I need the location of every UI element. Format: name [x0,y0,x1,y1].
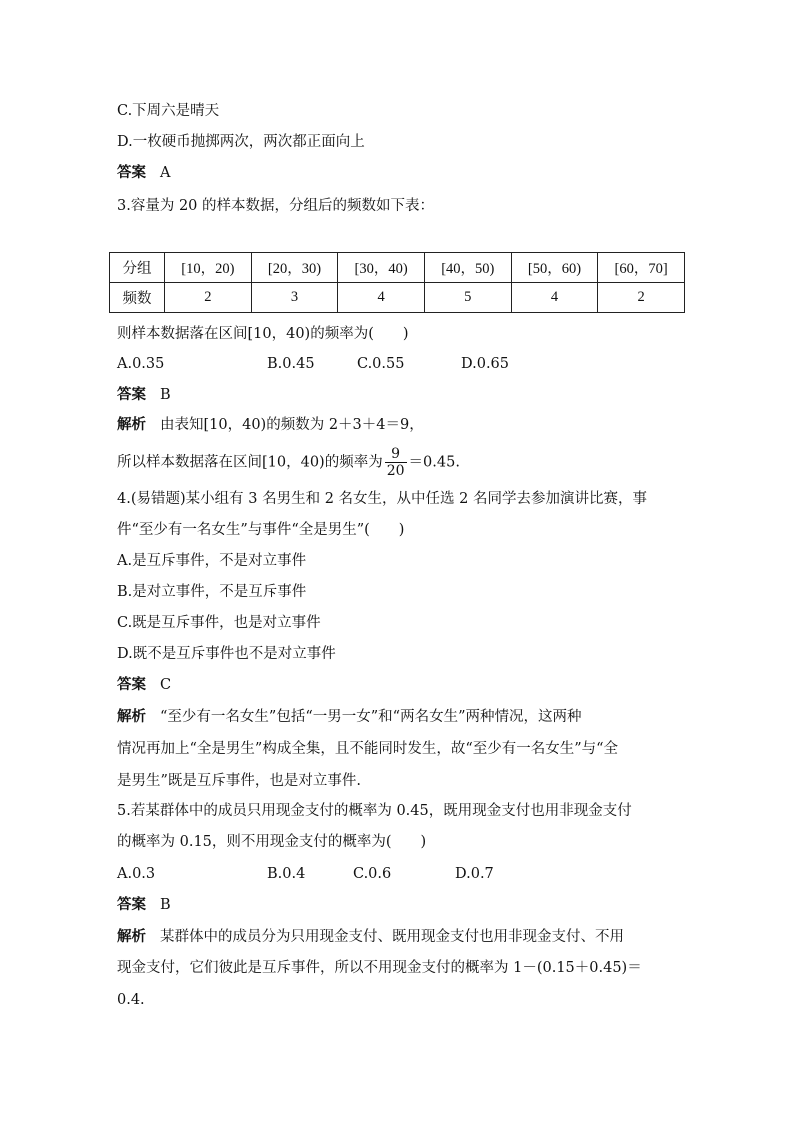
q4-option-a: A.是互斥事件，不是对立事件 [117,553,307,569]
table-cell: [40，50) [424,253,511,283]
q5-options [117,864,494,884]
table-cell: 5 [424,283,511,313]
option-b: B.0.45 [267,356,315,372]
answer-value: B [160,897,171,913]
q5-stem-line1: 5.若某群体中的成员只用现金支付的概率为 0.45，既用现金支付也用非现金支付 [117,803,632,819]
answer-value: B [160,387,171,403]
q3-analysis [117,415,424,435]
q5-analysis-line3: 0.4. [117,992,145,1008]
q4-stem-line2: 件“至少有一名女生”与事件“全是男生”( ) [117,522,405,538]
q4-option-d: D.既不是互斥事件也不是对立事件 [117,646,336,662]
table-cell: [30，40) [338,253,425,283]
q4-answer [117,675,171,695]
q3-answer [117,385,171,405]
q5-stem-line2: 的概率为 0.15，则不用现金支付的概率为( ) [117,834,427,850]
table-header-count: 频数 [110,283,165,313]
fraction-denominator: 20 [386,463,405,479]
table-cell: [50，60) [511,253,598,283]
table-cell: 2 [165,283,252,313]
answer-label: 答案 [117,386,146,403]
option-c: C.0.55 [357,356,405,372]
q3-stem: 3.容量为 20 的样本数据，分组后的频数如下表： [117,198,435,214]
table-cell: [20，30) [251,253,338,283]
table-cell: [60，70] [598,253,685,283]
analysis-text: 所以样本数据落在区间[10，40)的频率为 [117,454,383,471]
table-row [110,253,685,283]
analysis-label: 解析 [117,416,146,433]
fraction [385,446,407,479]
answer-value: A [160,165,171,181]
q5-analysis-line2: 现金支付，它们彼此是互斥事件，所以不用现金支付的概率为 1－(0.15＋0.45)＝ [117,960,642,976]
answer-value: C [160,677,172,693]
q4-analysis-line3: 是男生”既是互斥事件，也是对立事件. [117,773,362,789]
analysis-label: 解析 [117,928,146,945]
q4-option-b: B.是对立事件，不是互斥事件 [117,584,307,600]
q5-answer [117,895,171,915]
table-row [110,283,685,313]
table-cell: [10，20) [165,253,252,283]
q4-option-c: C.既是互斥事件，也是对立事件 [117,615,321,631]
option-a: A.0.35 [117,356,165,372]
q5-analysis [117,927,624,947]
q3-analysis-line2 [117,446,460,479]
analysis-text: “至少有一名女生”包括“一男一女”和“两名女生”两种情况，这两种 [160,709,582,725]
answer-label: 答案 [117,676,146,693]
option-b: B.0.4 [267,866,306,882]
analysis-label: 解析 [117,708,146,725]
table-cell: 2 [598,283,685,313]
option-a: A.0.3 [117,866,156,882]
q4-stem-line1: 4.(易错题)某小组有 3 名男生和 2 名女生，从中任选 2 名同学去参加演讲比赛，事 [117,491,647,507]
option-d: D.0.65 [461,356,510,372]
option-c: C.0.6 [353,866,392,882]
fraction-numerator: 9 [385,446,407,463]
q4-analysis [117,707,581,727]
q4-analysis-line2: 情况再加上“全是男生”构成全集，且不能同时发生，故“至少有一名女生”与“全 [117,741,619,757]
table-header-group: 分组 [110,253,165,283]
q3-options [117,354,509,374]
option-d: D.0.7 [455,866,494,882]
q2-answer [117,163,170,183]
answer-label: 答案 [117,164,146,181]
frequency-table [109,252,685,313]
answer-label: 答案 [117,896,146,913]
table-cell: 4 [511,283,598,313]
table-cell: 4 [338,283,425,313]
analysis-text: 某群体中的成员分为只用现金支付、既用现金支付也用非现金支付、不用 [160,929,624,945]
q2-option-d: D.一枚硬币抛掷两次，两次都正面向上 [117,134,365,150]
q3-question: 则样本数据落在区间[10，40)的频率为( ) [117,326,409,342]
analysis-text: ＝0.45. [408,454,460,471]
q2-option-c: C.下周六是晴天 [117,103,220,119]
table-cell: 3 [251,283,338,313]
analysis-text: 由表知[10，40)的频数为 2＋3＋4＝9， [160,417,424,433]
